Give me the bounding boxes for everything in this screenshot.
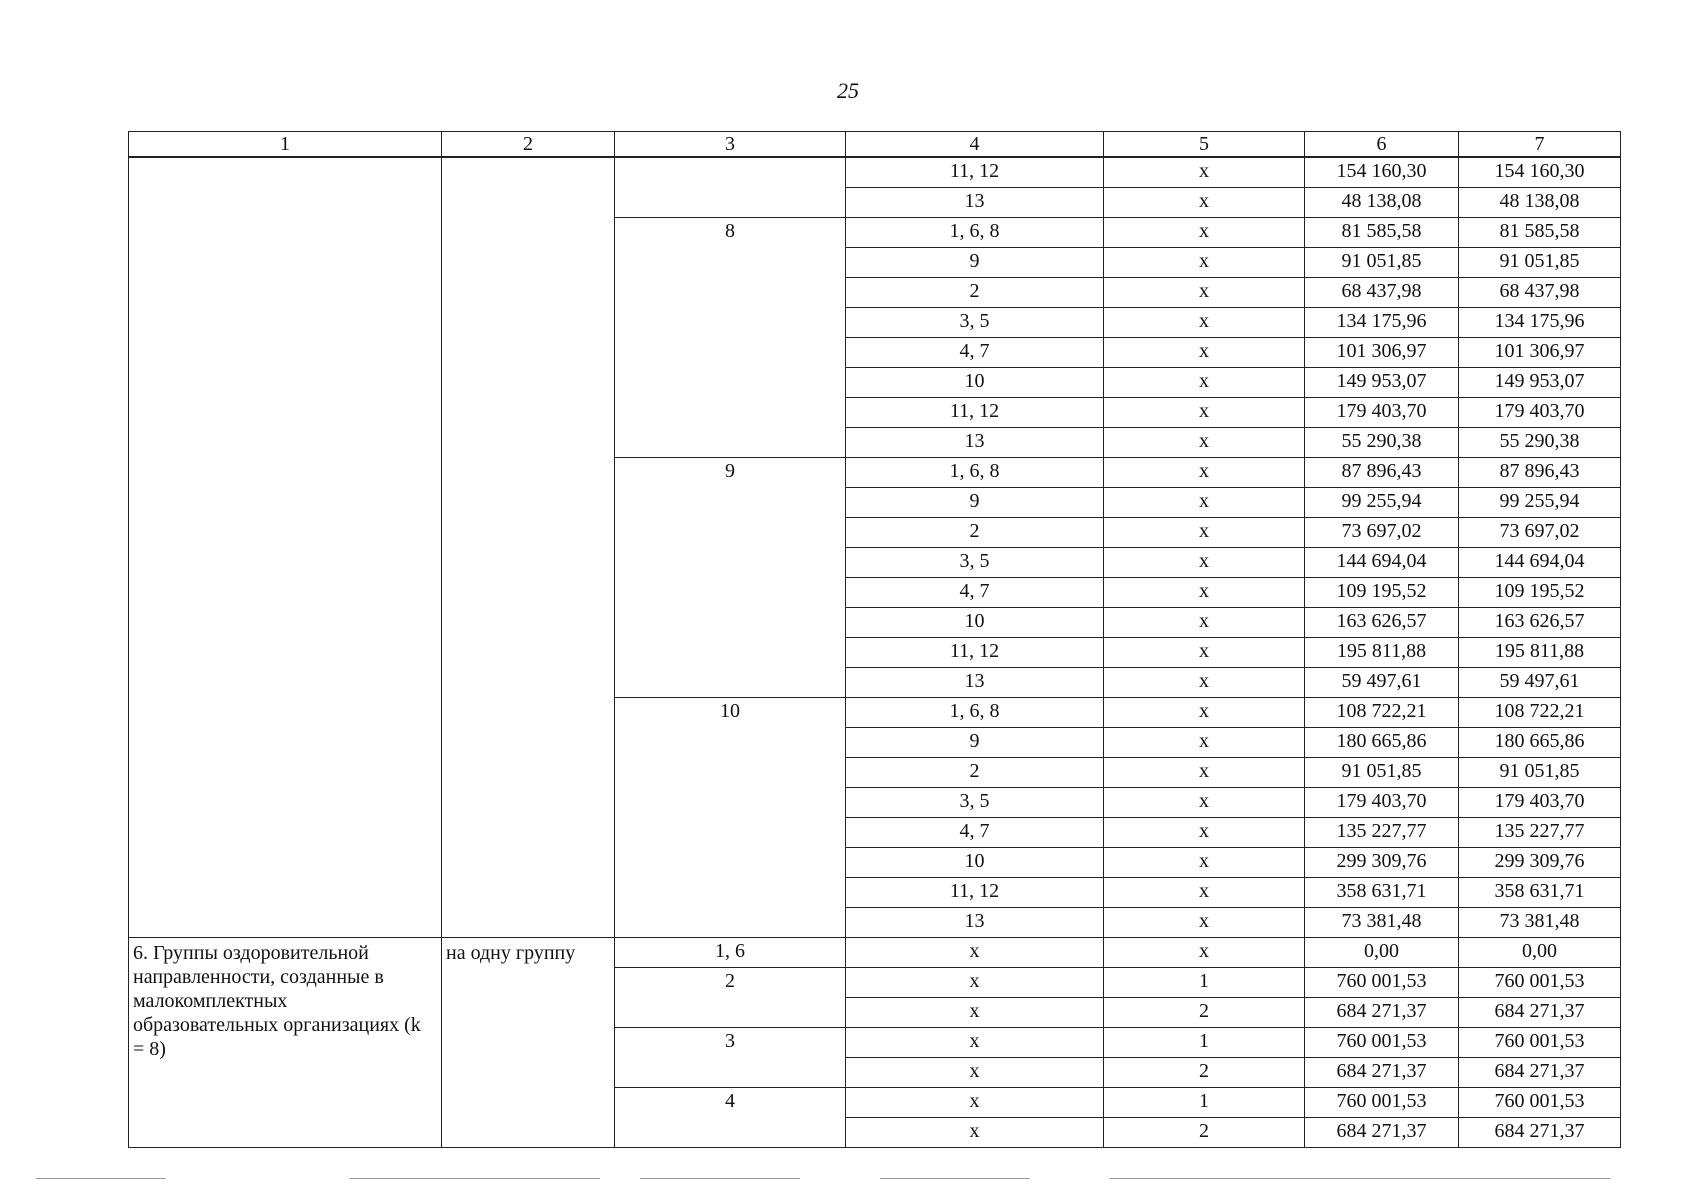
col6-value: 109 195,52 <box>1305 578 1459 608</box>
col5-cell: x <box>1104 878 1305 908</box>
col5-cell: x <box>1104 458 1305 488</box>
col4-cell: 2 <box>846 518 1104 548</box>
col3-cell: 9 <box>615 458 846 698</box>
table-row <box>129 938 1621 968</box>
col6-value: 154 160,30 <box>1305 157 1459 188</box>
col4-cell: 9 <box>846 728 1104 758</box>
col7-value: 87 896,43 <box>1459 458 1621 488</box>
col7-value: 154 160,30 <box>1459 157 1621 188</box>
col5-cell: x <box>1104 848 1305 878</box>
col5-cell: x <box>1104 548 1305 578</box>
col5-cell: x <box>1104 938 1305 968</box>
col7-value: 91 051,85 <box>1459 248 1621 278</box>
col6-value: 179 403,70 <box>1305 788 1459 818</box>
col6-value: 108 722,21 <box>1305 698 1459 728</box>
col4-cell: 3, 5 <box>846 308 1104 338</box>
col7-value: 299 309,76 <box>1459 848 1621 878</box>
col7-value: 180 665,86 <box>1459 728 1621 758</box>
col5-cell: 1 <box>1104 1088 1305 1118</box>
col4-cell: x <box>846 1028 1104 1058</box>
col5-cell: 2 <box>1104 1118 1305 1148</box>
col4-cell: 3, 5 <box>846 788 1104 818</box>
col7-value: 101 306,97 <box>1459 338 1621 368</box>
col4-cell: 2 <box>846 278 1104 308</box>
col6-value: 144 694,04 <box>1305 548 1459 578</box>
col4-cell: 1, 6, 8 <box>846 698 1104 728</box>
col7-value: 73 697,02 <box>1459 518 1621 548</box>
col6-value: 0,00 <box>1305 938 1459 968</box>
col5-cell: x <box>1104 908 1305 938</box>
col7-value: 135 227,77 <box>1459 818 1621 848</box>
col4-cell: 4, 7 <box>846 578 1104 608</box>
col4-cell: 4, 7 <box>846 818 1104 848</box>
col4-cell: 13 <box>846 188 1104 218</box>
col5-cell: 2 <box>1104 998 1305 1028</box>
col6-value: 91 051,85 <box>1305 758 1459 788</box>
col5-cell: x <box>1104 188 1305 218</box>
scan-edge-line <box>350 1178 600 1179</box>
col7-value: 73 381,48 <box>1459 908 1621 938</box>
section-name-cell: 6. Группы оздоровительной направленности, созданные в малокомплектных образовательных организациях (k = 8) <box>129 938 442 1148</box>
col7-value: 108 722,21 <box>1459 698 1621 728</box>
col4-cell: x <box>846 998 1104 1028</box>
col3-cell: 4 <box>615 1088 846 1148</box>
col7-value: 0,00 <box>1459 938 1621 968</box>
col2-cell <box>442 157 615 938</box>
col5-cell: x <box>1104 698 1305 728</box>
scan-edge-line <box>1110 1178 1610 1179</box>
col6-value: 73 697,02 <box>1305 518 1459 548</box>
col6-value: 134 175,96 <box>1305 308 1459 338</box>
col4-cell: 13 <box>846 908 1104 938</box>
col6-value: 55 290,38 <box>1305 428 1459 458</box>
col6-value: 163 626,57 <box>1305 608 1459 638</box>
col5-cell: x <box>1104 218 1305 248</box>
col6-value: 684 271,37 <box>1305 998 1459 1028</box>
col6-value: 358 631,71 <box>1305 878 1459 908</box>
col7-value: 144 694,04 <box>1459 548 1621 578</box>
col6-value: 91 051,85 <box>1305 248 1459 278</box>
col5-cell: x <box>1104 368 1305 398</box>
col7-value: 179 403,70 <box>1459 788 1621 818</box>
col4-cell: 2 <box>846 758 1104 788</box>
col3-cell <box>615 157 846 218</box>
tariff-table <box>128 131 1621 1148</box>
col4-cell: 10 <box>846 368 1104 398</box>
col5-cell: x <box>1104 488 1305 518</box>
col4-cell: 13 <box>846 428 1104 458</box>
col4-cell: x <box>846 1118 1104 1148</box>
col7-value: 59 497,61 <box>1459 668 1621 698</box>
col7-value: 149 953,07 <box>1459 368 1621 398</box>
col7-value: 684 271,37 <box>1459 998 1621 1028</box>
column-number: 4 <box>846 132 1104 158</box>
col6-value: 135 227,77 <box>1305 818 1459 848</box>
col4-cell: 11, 12 <box>846 157 1104 188</box>
col6-value: 684 271,37 <box>1305 1058 1459 1088</box>
col5-cell: x <box>1104 728 1305 758</box>
col3-cell: 10 <box>615 698 846 938</box>
col4-cell: 11, 12 <box>846 878 1104 908</box>
col6-value: 59 497,61 <box>1305 668 1459 698</box>
col6-value: 179 403,70 <box>1305 398 1459 428</box>
col4-cell: 9 <box>846 488 1104 518</box>
col5-cell: x <box>1104 758 1305 788</box>
col3-cell: 8 <box>615 218 846 458</box>
col7-value: 55 290,38 <box>1459 428 1621 458</box>
col5-cell: 1 <box>1104 1028 1305 1058</box>
col6-value: 195 811,88 <box>1305 638 1459 668</box>
col5-cell: x <box>1104 788 1305 818</box>
col7-value: 684 271,37 <box>1459 1058 1621 1088</box>
col6-value: 87 896,43 <box>1305 458 1459 488</box>
col5-cell: x <box>1104 278 1305 308</box>
col7-value: 48 138,08 <box>1459 188 1621 218</box>
col3-cell: 2 <box>615 968 846 1028</box>
column-number: 6 <box>1305 132 1459 158</box>
col4-cell: 9 <box>846 248 1104 278</box>
col4-cell: 11, 12 <box>846 398 1104 428</box>
col6-value: 48 138,08 <box>1305 188 1459 218</box>
col6-value: 180 665,86 <box>1305 728 1459 758</box>
col7-value: 760 001,53 <box>1459 1028 1621 1058</box>
col5-cell: x <box>1104 248 1305 278</box>
column-number: 2 <box>442 132 615 158</box>
page-number: 25 <box>837 78 859 103</box>
col7-value: 91 051,85 <box>1459 758 1621 788</box>
col4-cell: 3, 5 <box>846 548 1104 578</box>
col6-value: 760 001,53 <box>1305 968 1459 998</box>
column-number: 5 <box>1104 132 1305 158</box>
col6-value: 684 271,37 <box>1305 1118 1459 1148</box>
col5-cell: x <box>1104 668 1305 698</box>
column-number-row <box>129 132 1621 158</box>
col4-cell: 1, 6, 8 <box>846 218 1104 248</box>
col6-value: 73 381,48 <box>1305 908 1459 938</box>
col6-value: 760 001,53 <box>1305 1088 1459 1118</box>
col3-cell: 3 <box>615 1028 846 1088</box>
col7-value: 109 195,52 <box>1459 578 1621 608</box>
col1-cell <box>129 157 442 938</box>
col5-cell: x <box>1104 578 1305 608</box>
column-number: 7 <box>1459 132 1621 158</box>
scan-edge-line <box>880 1178 1030 1179</box>
col7-value: 163 626,57 <box>1459 608 1621 638</box>
col4-cell: 10 <box>846 848 1104 878</box>
col5-cell: x <box>1104 428 1305 458</box>
col7-value: 134 175,96 <box>1459 308 1621 338</box>
col4-cell: 10 <box>846 608 1104 638</box>
col7-value: 81 585,58 <box>1459 218 1621 248</box>
col5-cell: x <box>1104 308 1305 338</box>
col4-cell: x <box>846 1088 1104 1118</box>
col4-cell: x <box>846 1058 1104 1088</box>
scan-edge-line <box>36 1178 166 1179</box>
col5-cell: x <box>1104 157 1305 188</box>
col4-cell: 11, 12 <box>846 638 1104 668</box>
col7-value: 760 001,53 <box>1459 1088 1621 1118</box>
col6-value: 81 585,58 <box>1305 218 1459 248</box>
col7-value: 99 255,94 <box>1459 488 1621 518</box>
table-row <box>129 157 1621 188</box>
col6-value: 101 306,97 <box>1305 338 1459 368</box>
col7-value: 684 271,37 <box>1459 1118 1621 1148</box>
col7-value: 358 631,71 <box>1459 878 1621 908</box>
col5-cell: x <box>1104 338 1305 368</box>
col5-cell: x <box>1104 518 1305 548</box>
col4-cell: 13 <box>846 668 1104 698</box>
col6-value: 299 309,76 <box>1305 848 1459 878</box>
col7-value: 760 001,53 <box>1459 968 1621 998</box>
col3-cell: 1, 6 <box>615 938 846 968</box>
col7-value: 68 437,98 <box>1459 278 1621 308</box>
col6-value: 149 953,07 <box>1305 368 1459 398</box>
col4-cell: 1, 6, 8 <box>846 458 1104 488</box>
column-number: 1 <box>129 132 442 158</box>
col7-value: 179 403,70 <box>1459 398 1621 428</box>
col5-cell: x <box>1104 638 1305 668</box>
column-number: 3 <box>615 132 846 158</box>
scan-edge-line <box>640 1178 800 1179</box>
col5-cell: x <box>1104 818 1305 848</box>
col4-cell: x <box>846 968 1104 998</box>
unit-cell: на одну группу <box>442 938 615 1148</box>
col6-value: 760 001,53 <box>1305 1028 1459 1058</box>
col6-value: 99 255,94 <box>1305 488 1459 518</box>
col5-cell: x <box>1104 608 1305 638</box>
col7-value: 195 811,88 <box>1459 638 1621 668</box>
col4-cell: x <box>846 938 1104 968</box>
col6-value: 68 437,98 <box>1305 278 1459 308</box>
col5-cell: 1 <box>1104 968 1305 998</box>
col5-cell: 2 <box>1104 1058 1305 1088</box>
col4-cell: 4, 7 <box>846 338 1104 368</box>
col5-cell: x <box>1104 398 1305 428</box>
